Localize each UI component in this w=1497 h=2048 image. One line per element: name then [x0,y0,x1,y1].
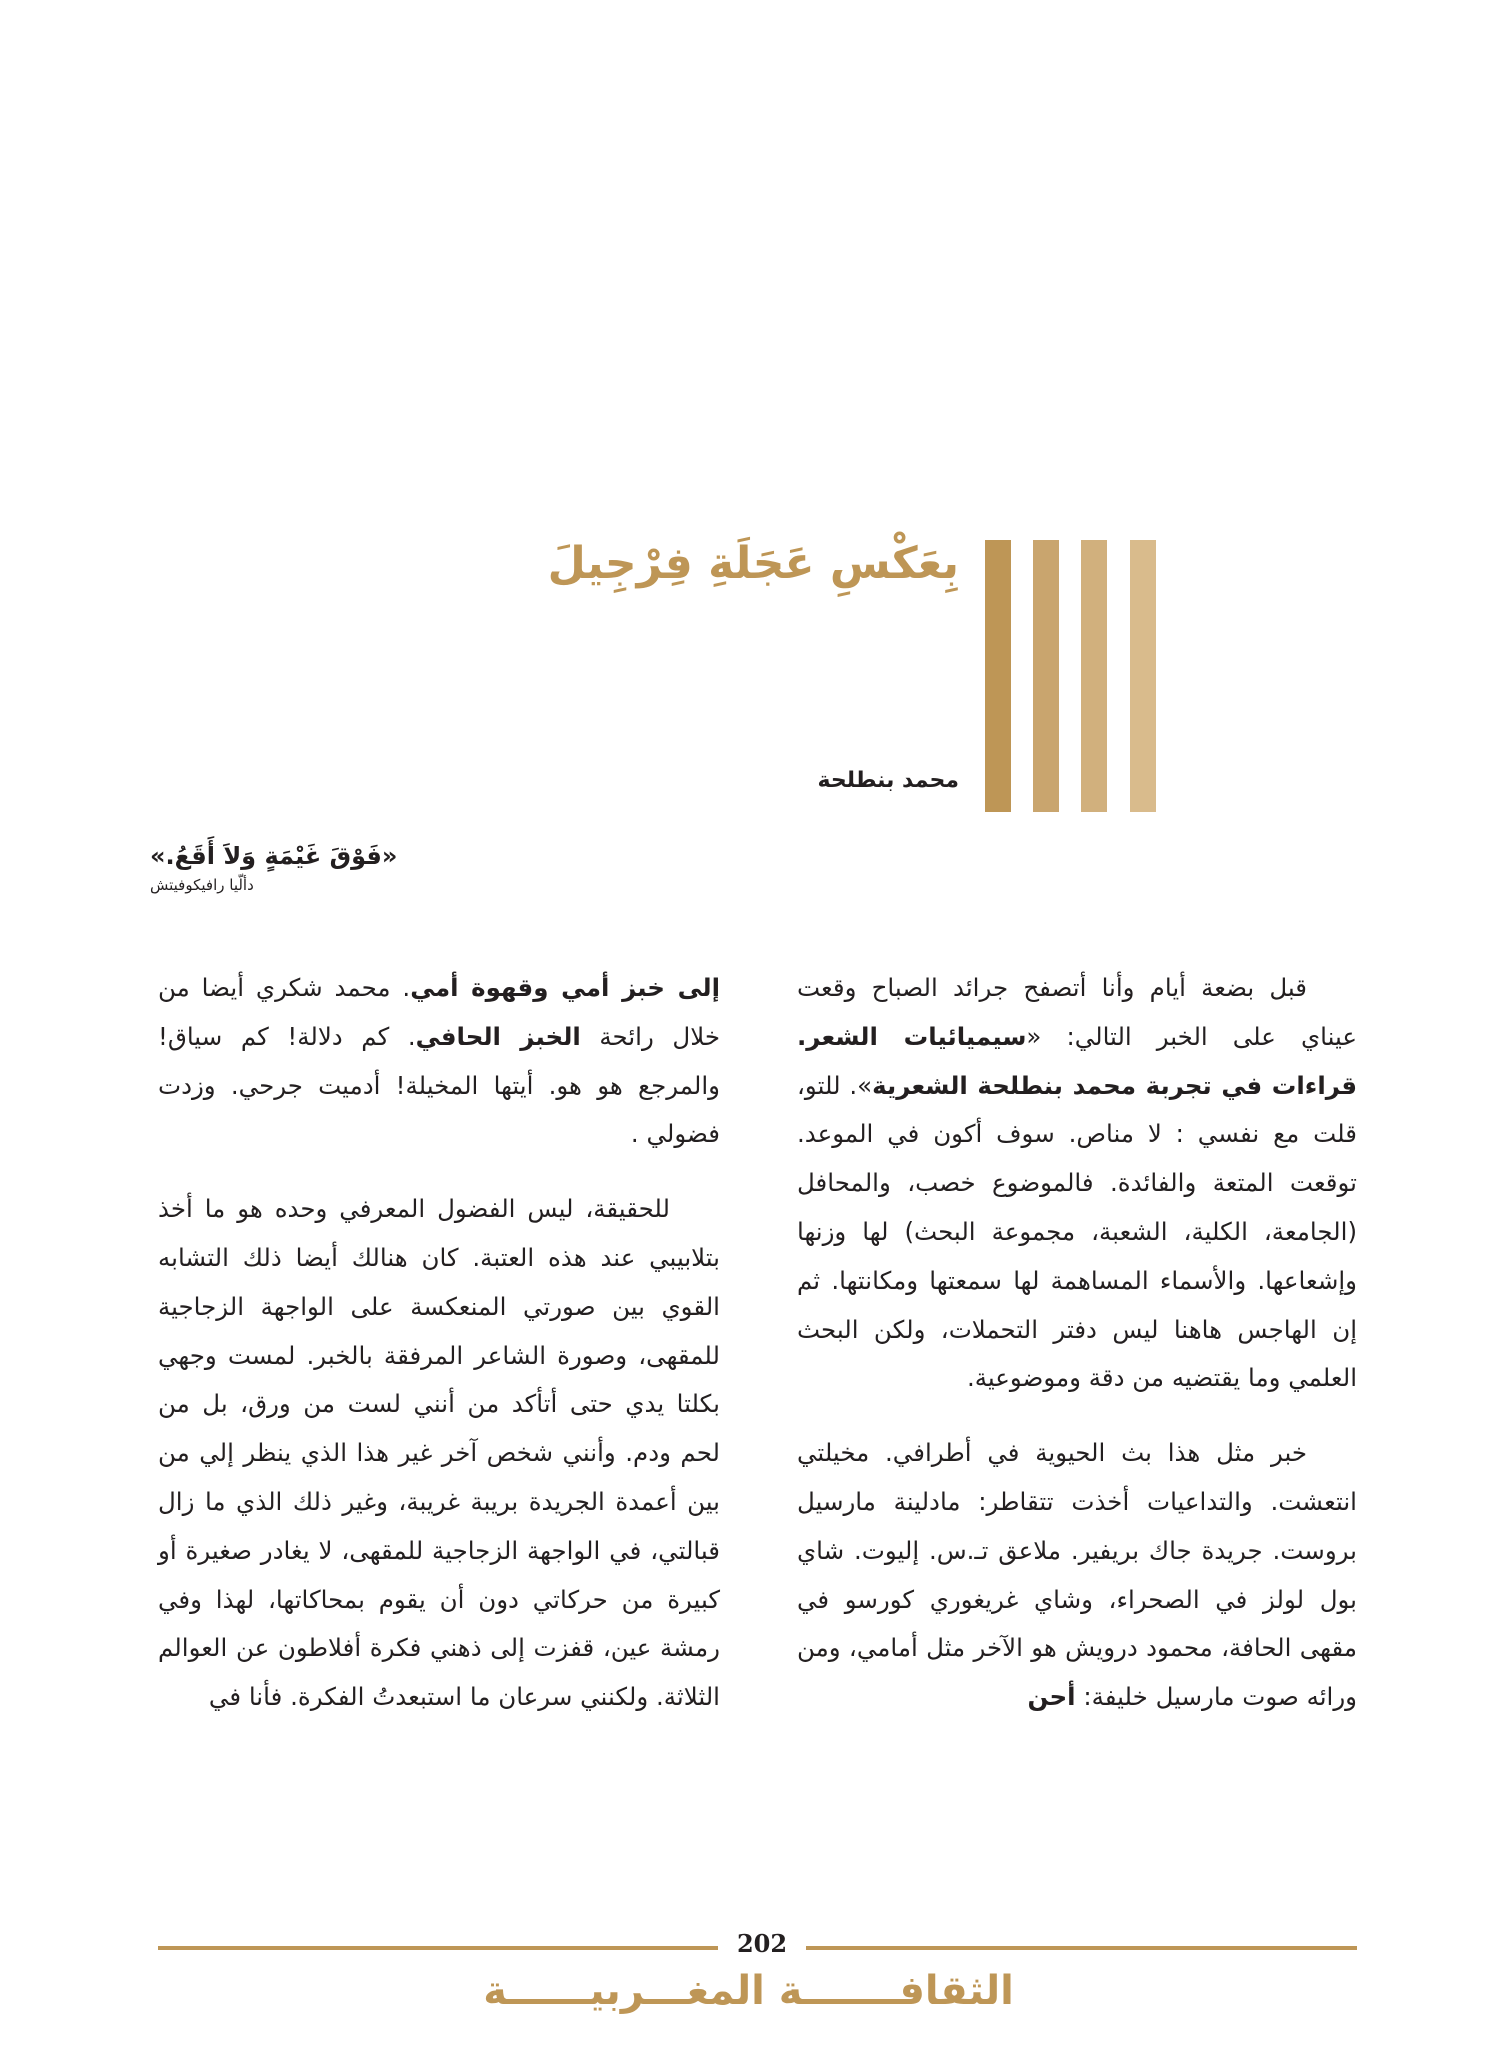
article-author: محمد بنطلحة [817,768,959,793]
decorative-bar [1033,540,1059,812]
decorative-bar [1130,540,1156,812]
decorative-bar [1081,540,1107,812]
song-title: إلى خبز أمي وقهوة أمي [410,973,720,1002]
text-column-right [797,964,1357,1722]
song-title: أحن [1027,1682,1076,1712]
text-run: قبل بضعة أيام وأنا أتصفح جرائد الصباح وقعت عيناي على الخبر التالي: « [797,973,1357,1051]
paragraph [158,964,720,1159]
magazine-name: الثقافـــــــة المغـــربيــــــة [483,1968,1014,2014]
text-run: ». للتو، قلت مع نفسي : لا مناص. سوف أكون في الموعد. توقعت المتعة والفائدة. فالموضوع خصب، والمحافل (الجامعة، الكلية، الشعبة، مجموعة البحث) لها وزنها وإشعاعها. والأسماء المساهمة لها سمعتها ومكانتها. ثم إن الهاجس هاهنا ليس دفتر التحملات، ولكن البحث العلمي وما يقتضيه من دقة وموضوعية. [797,1070,1357,1393]
book-title: سيميائيات الشعر. قراءات في تجربة محمد بنطلحة الشعرية [797,1021,1357,1100]
article-title: بِعَكْسِ عَجَلَةِ فِرْجِيلَ [547,538,959,589]
decorative-bars [982,540,1156,812]
text-run: . محمد شكري أيضا من خلال رائحة [158,973,720,1051]
decorative-bar [985,540,1011,812]
footer-rule [158,1946,718,1950]
epigraph-quote: «فَوْقَ غَيْمَةٍ وَلاَ أَقَعُ.» [150,842,398,870]
text-run: خبر مثل هذا بث الحيوية في أطرافي. مخيلتي انتعشت. والتداعيات أخذت تتقاطر: مادلينة مارسيل بروست. جريدة جاك بريفير. ملاعق تـ.س. إليوت. شاي بول لولز في الصحراء، وشاي غريغوري كورسو في مقهى الحافة، محمود درويش هو الآخر مثل أمامي، ومن ورائه صوت مارسيل خليفة: [797,1438,1357,1712]
paragraph [797,1429,1357,1722]
paragraph [797,964,1357,1403]
footer-rule [806,1946,1357,1950]
epigraph-author: دألّيا رافيكوفيتش [150,876,254,894]
page-number: 202 [736,1929,788,1958]
text-column-left [158,964,720,1722]
book-title: الخبز الحافي [415,1021,581,1051]
text-run: . كم دلالة! كم سياق! والمرجع هو هو. أيتها المخيلة! أدميت جرحي. وزدت فضولي . [158,1021,720,1149]
paragraph: للحقيقة، ليس الفضول المعرفي وحده هو ما أخذ بتلابيبي عند هذه العتبة. كان هنالك أيضا ذلك التشابه القوي بين صورتي المنعكسة على الواجهة الزجاجية للمقهى، وصورة الشاعر المرفقة بالخبر. لمست وجهي بكلتا يدي حتى أتأكد من أنني لست من ورق، بل من لحم ودم. وأنني شخص آخر غير هذا الذي ينظر إلي من بين أعمدة الجريدة بريبة غريبة، وغير ذلك الذي ما زال قبالتي، في الواجهة الزجاجية للمقهى، لا يغادر صغيرة أو كبيرة من حركاتي دون أن يقوم بمحاكاتها، لهذا وفي رمشة عين، قفزت إلى ذهني فكرة أفلاطون عن العوالم الثلاثة. ولكنني سرعان ما استبعدتُ الفكرة. فأنا في [158,1194,720,1712]
epigraph [150,842,450,894]
